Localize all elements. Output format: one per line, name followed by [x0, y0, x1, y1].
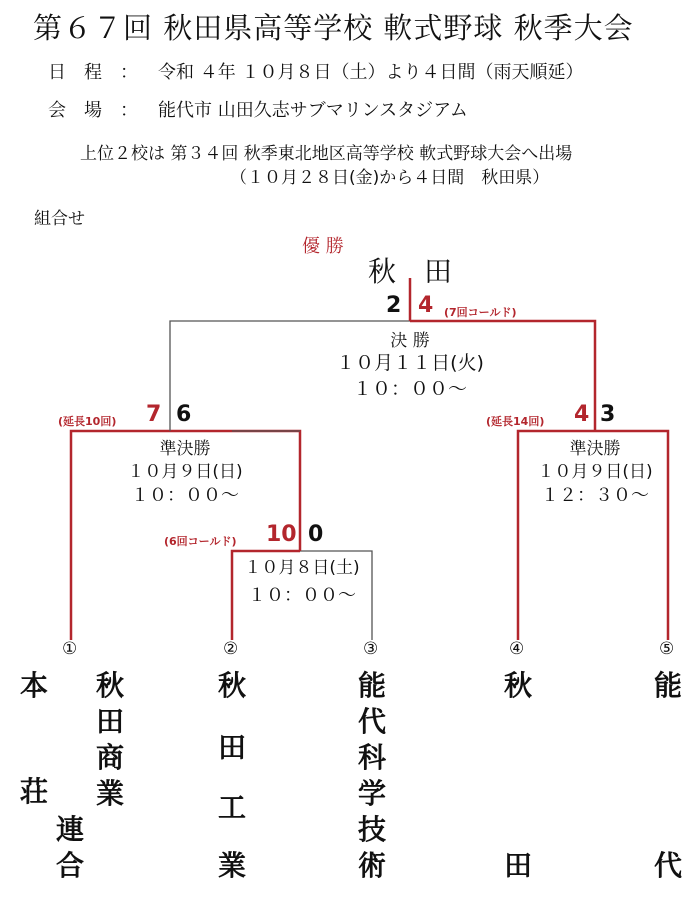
first-round-score-right: 0	[308, 522, 324, 547]
team-number-2: ②	[223, 639, 239, 659]
champion-label: 優 勝	[302, 236, 344, 257]
final-score-left: 2	[386, 293, 402, 318]
qualify-line-2: （１０月２８日(金)から４日間 秋田県）	[230, 168, 550, 188]
venue-value: 能代市 山田久志サブマリンスタジアム	[158, 100, 468, 121]
semi-right-score-left: 4	[574, 402, 590, 427]
team-1-char: 秋	[95, 669, 124, 702]
first-round-score-left: 10	[266, 522, 297, 547]
team-1-char: 荘	[19, 775, 48, 808]
semi-right-round-label: 準決勝	[569, 439, 621, 459]
team-number-3: ③	[363, 639, 379, 659]
team-4-char: 秋	[503, 669, 532, 702]
team-1-char: 業	[95, 777, 124, 810]
final-note: (7回コールド)	[444, 306, 517, 319]
team-3-char: 代	[357, 705, 386, 738]
semi-left-score-right: 6	[176, 402, 192, 427]
semi-right-time: １２：３０～	[541, 485, 649, 506]
team-1-char: 本	[19, 669, 48, 702]
team-1-char: 合	[55, 849, 84, 882]
team-5-char: 代	[653, 849, 682, 882]
team-1-char: 田	[95, 705, 124, 738]
semi-left-note: (延長10回)	[58, 415, 117, 428]
semi-left-round-label: 準決勝	[159, 439, 211, 459]
team-number-1: ①	[62, 639, 78, 659]
team-3-char: 術	[357, 849, 386, 882]
semi-right-note: (延長14回)	[486, 415, 545, 428]
team-2-char: 秋	[217, 669, 246, 702]
semi-left-time: １０：００～	[131, 485, 239, 506]
first-round-date: １０月８日(土)	[244, 558, 360, 578]
team-1-char: 商	[95, 741, 124, 774]
semi-left-date: １０月９日(日)	[127, 462, 243, 482]
final-score-right: 4	[418, 293, 434, 318]
champion-name: 秋 田	[368, 255, 453, 288]
team-number-5: ⑤	[659, 639, 675, 659]
first-round-time: １０：００～	[248, 585, 356, 606]
team-2-char: 工	[217, 791, 246, 824]
semi-right-score-right: 3	[600, 402, 616, 427]
qualify-line-1: 上位２校は 第３４回 秋季東北地区高等学校 軟式野球大会へ出場	[80, 144, 573, 164]
final-time: １０：００～	[352, 378, 467, 400]
team-4-char: 田	[503, 849, 532, 882]
first-round-note: (6回コールド)	[164, 535, 237, 548]
team-5-char: 能	[653, 669, 682, 702]
team-3-char: 能	[357, 669, 386, 702]
team-2-char: 田	[217, 731, 246, 764]
team-number-4: ④	[509, 639, 525, 659]
team-1-char: 連	[55, 813, 84, 846]
final-round-label: 決 勝	[390, 331, 430, 351]
team-3-char: 技	[357, 813, 386, 846]
final-date: １０月１１日(火)	[336, 352, 484, 374]
venue-label: 会 場 ：	[48, 100, 138, 121]
semi-right-date: １０月９日(日)	[537, 462, 653, 482]
team-2-char: 業	[217, 849, 246, 882]
page-title: 第６７回 秋田県高等学校 軟式野球 秋季大会	[33, 11, 634, 45]
team-3-char: 科	[357, 741, 386, 774]
bracket-label: 組合せ	[34, 209, 85, 229]
schedule-label: 日 程 ：	[48, 62, 138, 83]
schedule-value: 令和 ４年 １０月８日（土）より４日間（雨天順延）	[158, 62, 584, 83]
team-3-char: 学	[357, 777, 386, 810]
semi-left-score-left: 7	[146, 402, 162, 427]
